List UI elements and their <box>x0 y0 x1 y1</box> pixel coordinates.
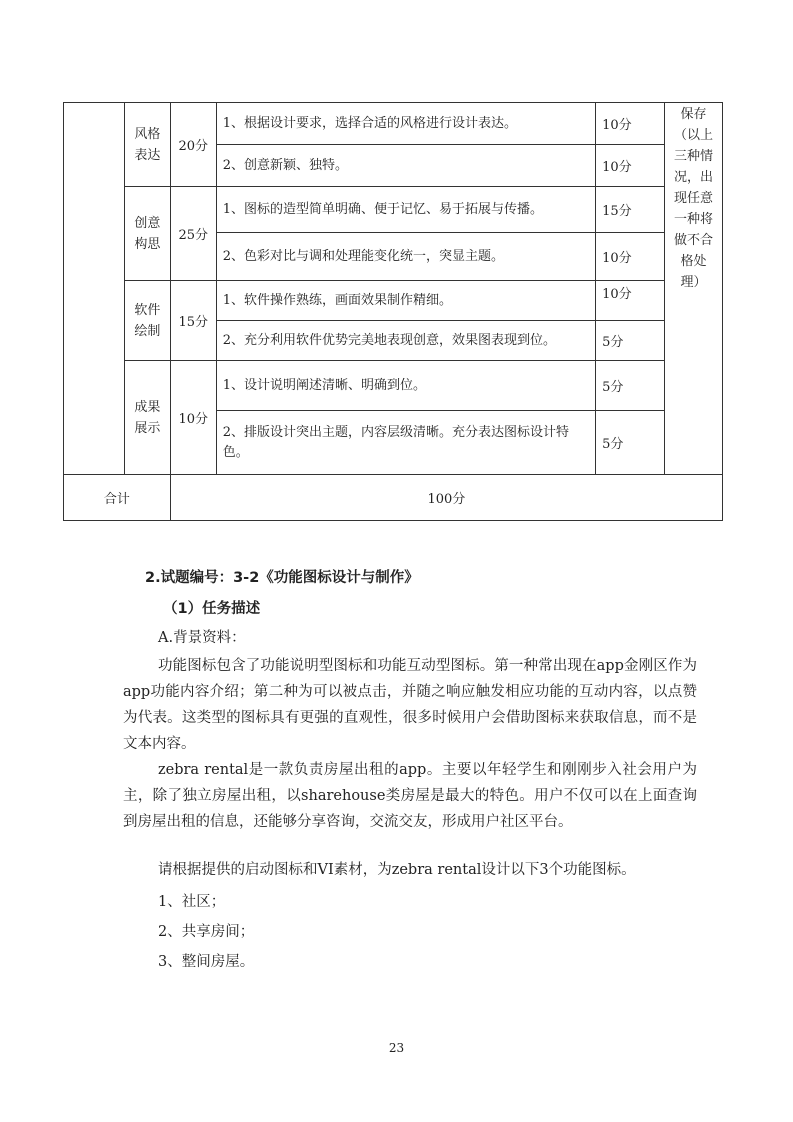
points-cell: 25分 <box>170 187 216 281</box>
points-cell: 15分 <box>170 281 216 361</box>
paragraph-instruction: 请根据提供的启动图标和VI素材，为zebra rental设计以下3个功能图标。 <box>158 862 636 878</box>
total-value: 100分 <box>170 475 722 521</box>
total-row <box>64 475 723 521</box>
criterion-cell: 2、创意新颖、独特。 <box>216 145 595 187</box>
category-cell: 风格 表达 <box>124 103 170 187</box>
score-cell: 10分 <box>596 103 665 145</box>
section-title: 2.试题编号：3-2《功能图标设计与制作》 <box>145 570 419 586</box>
note-cell: 保存 （以上 三种情 况，出 现任意 一种将 做不合 格处 理） <box>665 103 723 475</box>
criterion-cell: 1、设计说明阐述清晰、明确到位。 <box>216 361 595 411</box>
score-cell: 15分 <box>596 187 665 233</box>
score-cell: 5分 <box>596 411 665 475</box>
list-item: 1、社区； <box>158 894 226 910</box>
score-cell: 5分 <box>596 361 665 411</box>
table-row <box>64 281 723 321</box>
section-subtitle: （1）任务描述 <box>163 601 261 617</box>
criterion-cell: 2、排版设计突出主题，内容层级清晰。充分表达图标设计特色。 <box>216 411 595 475</box>
list-item: 3、整间房屋。 <box>158 954 255 970</box>
paragraph-app: zebra rental是一款负责房屋出租的app。主要以年轻学生和刚刚步入社会用户为主，除了独立房屋出租，以sharehouse类房屋是最大的特色。用户不仅可以在上面查询到房屋出租的信息，还能够分享咨询，交流交友，形成用户社区平台。 <box>123 762 697 830</box>
table-row <box>64 103 723 145</box>
points-cell: 10分 <box>170 361 216 475</box>
total-label: 合计 <box>64 475 171 521</box>
criterion-cell: 1、软件操作熟练，画面效果制作精细。 <box>216 281 595 321</box>
category-cell: 创意 构思 <box>124 187 170 281</box>
table-row <box>64 187 723 233</box>
page-number: 23 <box>388 1041 405 1055</box>
list-item: 2、共享房间； <box>158 924 255 940</box>
paragraph-intro: 功能图标包含了功能说明型图标和功能互动型图标。第一种常出现在app金刚区作为app功能内容介绍；第二种为可以被点击，并随之响应触发相应功能的互动内容，以点赞为代表。这类型的图标具有更强的直观性，很多时候用户会借助图标来获取信息，而不是文本内容。 <box>123 658 697 752</box>
criterion-cell: 1、图标的造型简单明确、便于记忆、易于拓展与传播。 <box>216 187 595 233</box>
score-cell: 10分 <box>596 281 665 321</box>
criterion-cell: 2、色彩对比与调和处理能变化统一，突显主题。 <box>216 233 595 281</box>
table-row <box>64 361 723 411</box>
category-cell: 软件 绘制 <box>124 281 170 361</box>
background-label: A.背景资料： <box>158 630 246 646</box>
scoring-table <box>63 102 723 521</box>
category-cell: 成果 展示 <box>124 361 170 475</box>
score-cell: 10分 <box>596 145 665 187</box>
score-cell: 10分 <box>596 233 665 281</box>
points-cell: 20分 <box>170 103 216 187</box>
blank-cell <box>64 103 125 475</box>
score-cell: 5分 <box>596 321 665 361</box>
criterion-cell: 1、根据设计要求，选择合适的风格进行设计表达。 <box>216 103 595 145</box>
criterion-cell: 2、充分利用软件优势完美地表现创意，效果图表现到位。 <box>216 321 595 361</box>
